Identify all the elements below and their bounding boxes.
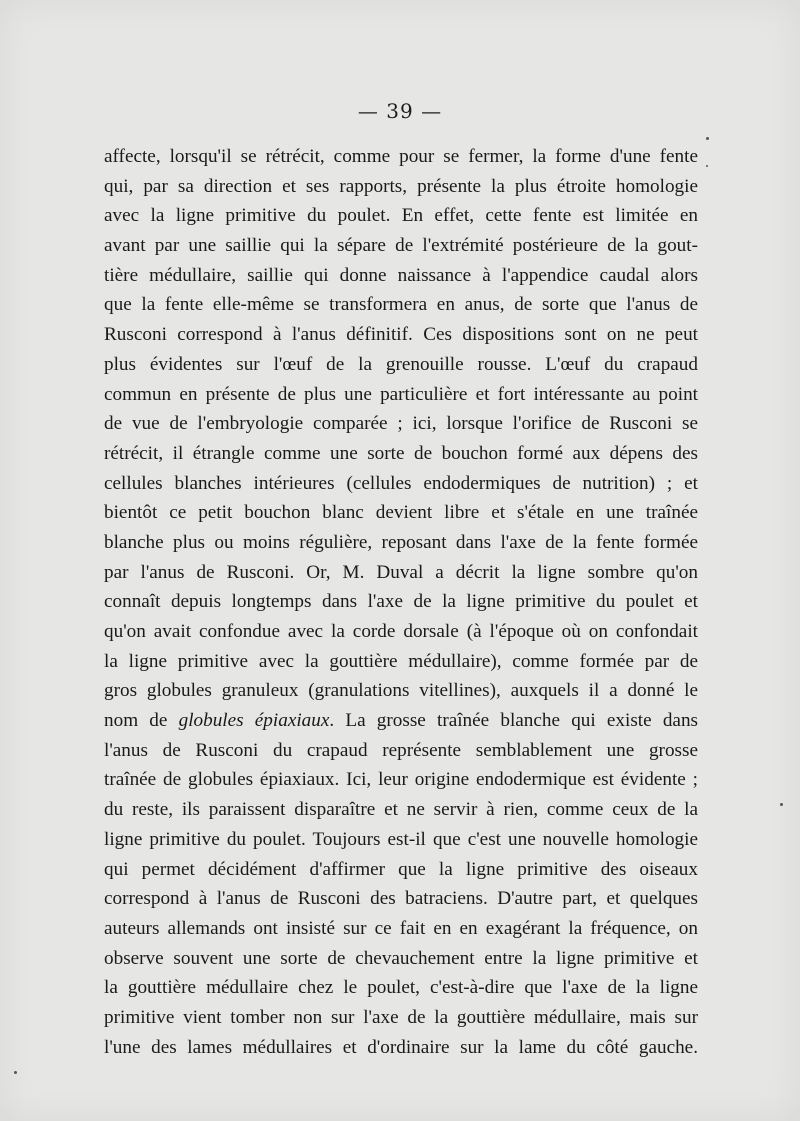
text-line: gros globules granuleux (granulations vitellines), auxquels il a donné le — [104, 680, 698, 702]
text-line: traînée de globules épiaxiaux. Ici, leur origine endodermique est évidente ; — [104, 769, 698, 791]
text-line: l'anus de Rusconi du crapaud représente semblablement une grosse — [104, 739, 698, 761]
text-line: avec la ligne primitive du poulet. En effet, cette fente est limitée en — [104, 205, 698, 227]
text-line: par l'anus de Rusconi. Or, M. Duval a décrit la ligne sombre qu'on — [104, 561, 698, 583]
text-line: commun en présente de plus une particulière et fort intéressante au point — [104, 383, 698, 405]
text-line: correspond à l'anus de Rusconi des batraciens. D'autre part, et quelques — [104, 888, 698, 910]
text-line: primitive vient tomber non sur l'axe de la gouttière médullaire, mais sur — [104, 1006, 698, 1028]
text-line: avant par une saillie qui la sépare de l'extrémité postérieure de la gout- — [104, 235, 698, 257]
text-line-with-italic — [104, 706, 698, 736]
text-line: la ligne primitive avec la gouttière médullaire), comme formée par de — [104, 650, 698, 672]
text-line: qui, par sa direction et ses rapports, présente la plus étroite homologie — [104, 175, 698, 197]
page-number: — 39 — — [357, 99, 443, 123]
text-line: affecte, lorsqu'il se rétrécit, comme pour se fermer, la forme d'une fente — [104, 146, 698, 167]
text-line: l'une des lames médullaires et d'ordinaire sur la lame du côté gauche. — [104, 1036, 698, 1058]
text-line: Rusconi correspond à l'anus définitif. Ces dispositions sont on ne peut — [104, 324, 698, 346]
text-line: connaît depuis longtemps dans l'axe de la ligne primitive du poulet et — [104, 591, 698, 613]
paper-speck — [14, 1071, 17, 1074]
text-line: la gouttière médullaire chez le poulet, c'est-à-dire que l'axe de la ligne — [104, 977, 698, 999]
line-segment: . La grosse traînée blanche qui existe dans — [329, 710, 698, 732]
text-line: auteurs allemands ont insisté sur ce fait en en exagérant la fréquence, on — [104, 917, 698, 939]
paper-speck — [706, 165, 708, 167]
text-line: observe souvent une sorte de chevauchement entre la ligne primitive et — [104, 947, 698, 969]
text-line: tière médullaire, saillie qui donne naissance à l'appendice caudal alors — [104, 264, 698, 286]
paper-speck — [780, 803, 783, 806]
body-paragraph — [104, 142, 698, 1062]
text-line: blanche plus ou moins régulière, reposant dans l'axe de la fente formée — [104, 531, 698, 553]
paper-speck — [706, 137, 709, 140]
text-line: bientôt ce petit bouchon blanc devient libre et s'étale en une traînée — [104, 502, 698, 524]
text-line: cellules blanches intérieures (cellules endodermiques de nutrition) ; et — [104, 472, 698, 494]
text-line: du reste, ils paraissent disparaître et ne servir à rien, comme ceux de la — [104, 799, 698, 821]
text-line: qu'on avait confondue avec la corde dorsale (à l'époque où on confondait — [104, 621, 698, 642]
italic-term: globules épiaxiaux — [178, 710, 330, 732]
text-line: qui permet décidément d'affirmer que la ligne primitive des oiseaux — [104, 858, 698, 880]
text-line: plus évidentes sur l'œuf de la grenouille rousse. L'œuf du crapaud — [104, 353, 698, 375]
text-line: ligne primitive du poulet. Toujours est-il que c'est une nouvelle homologie — [104, 828, 698, 850]
line-segment: nom de — [104, 710, 168, 732]
text-line: que la fente elle-même se transformera en anus, de sorte que l'anus de — [104, 294, 698, 316]
text-line: de vue de l'embryologie comparée ; ici, lorsque l'orifice de Rusconi se — [104, 413, 698, 435]
text-line: rétrécit, il étrangle comme une sorte de bouchon formé aux dépens des — [104, 442, 698, 464]
